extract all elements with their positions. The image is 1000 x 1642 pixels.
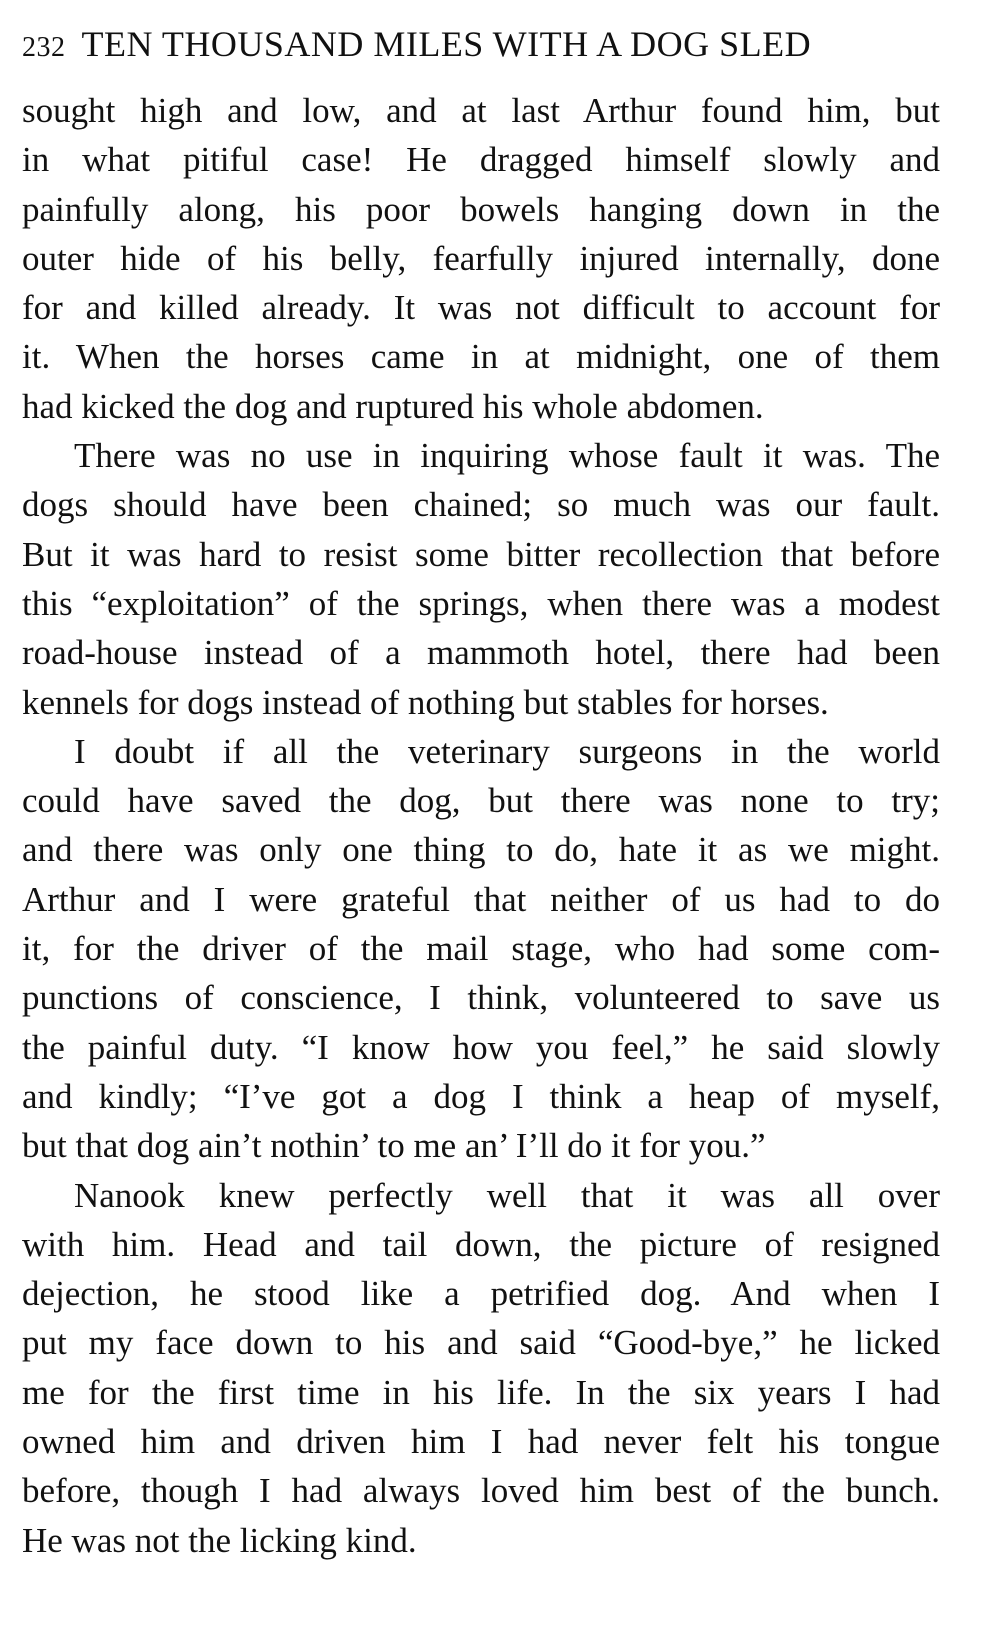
body-text (22, 86, 940, 1565)
text-line: kennels for dogs instead of nothing but stables for horses. (22, 682, 829, 722)
text-line: sought high and low, and at last Arthur found him, but (22, 91, 940, 130)
text-line: He was not the licking kind. (22, 1520, 417, 1560)
text-line: Arthur and I were grateful that neither of us had to do (22, 879, 940, 919)
text-line: before, though I had always loved him best of the bunch. (22, 1471, 940, 1511)
text-line: dogs should have been chained; so much was our fault. (22, 485, 940, 525)
text-line: outer hide of his belly, fearfully injured internally, done (22, 238, 940, 278)
text-line: this “exploitation” of the springs, when there was a modest (22, 583, 940, 623)
text-line: road-house instead of a mammoth hotel, there had been (22, 633, 940, 673)
page-number: 232 (22, 32, 66, 63)
text-line: for and killed already. It was not difficult to account for (22, 288, 940, 328)
running-head (22, 18, 942, 70)
text-line: with him. Head and tail down, the picture of resigned (22, 1224, 940, 1264)
text-line: punctions of conscience, I think, volunteered to save us (22, 978, 940, 1018)
text-line: and there was only one thing to do, hate it as we might. (22, 830, 940, 870)
text-line: but that dog ain’t nothin’ to me an’ I’ll do it for you.” (22, 1126, 766, 1166)
text-line: had kicked the dog and ruptured his whole abdomen. (22, 386, 764, 426)
text-line: But it was hard to resist some bitter recollection that before (22, 534, 940, 574)
text-line: it, for the driver of the mail stage, who had some com- (22, 929, 940, 969)
text-line: the painful duty. “I know how you feel,” he said slowly (22, 1027, 940, 1067)
text-line: painfully along, his poor bowels hanging down in the (22, 189, 940, 229)
text-line: Nanook knew perfectly well that it was all over (74, 1175, 940, 1215)
text-line: in what pitiful case! He dragged himself slowly and (22, 140, 940, 180)
text-line: and kindly; “I’ve got a dog I think a heap of myself, (22, 1076, 940, 1116)
text-line: There was no use in inquiring whose fault it was. The (74, 436, 940, 476)
text-line: me for the first time in his life. In the six years I had (22, 1372, 940, 1412)
text-line: put my face down to his and said “Good-bye,” he licked (22, 1323, 940, 1363)
text-line: it. When the horses came in at midnight, one of them (22, 337, 940, 377)
running-title: TEN THOUSAND MILES WITH A DOG SLED (81, 24, 812, 64)
text-line: could have saved the dog, but there was none to try; (22, 781, 940, 821)
text-line: I doubt if all the veterinary surgeons in the world (74, 731, 940, 771)
text-line: owned him and driven him I had never felt his tongue (22, 1422, 940, 1462)
text-line: dejection, he stood like a petrified dog. And when I (22, 1274, 940, 1314)
